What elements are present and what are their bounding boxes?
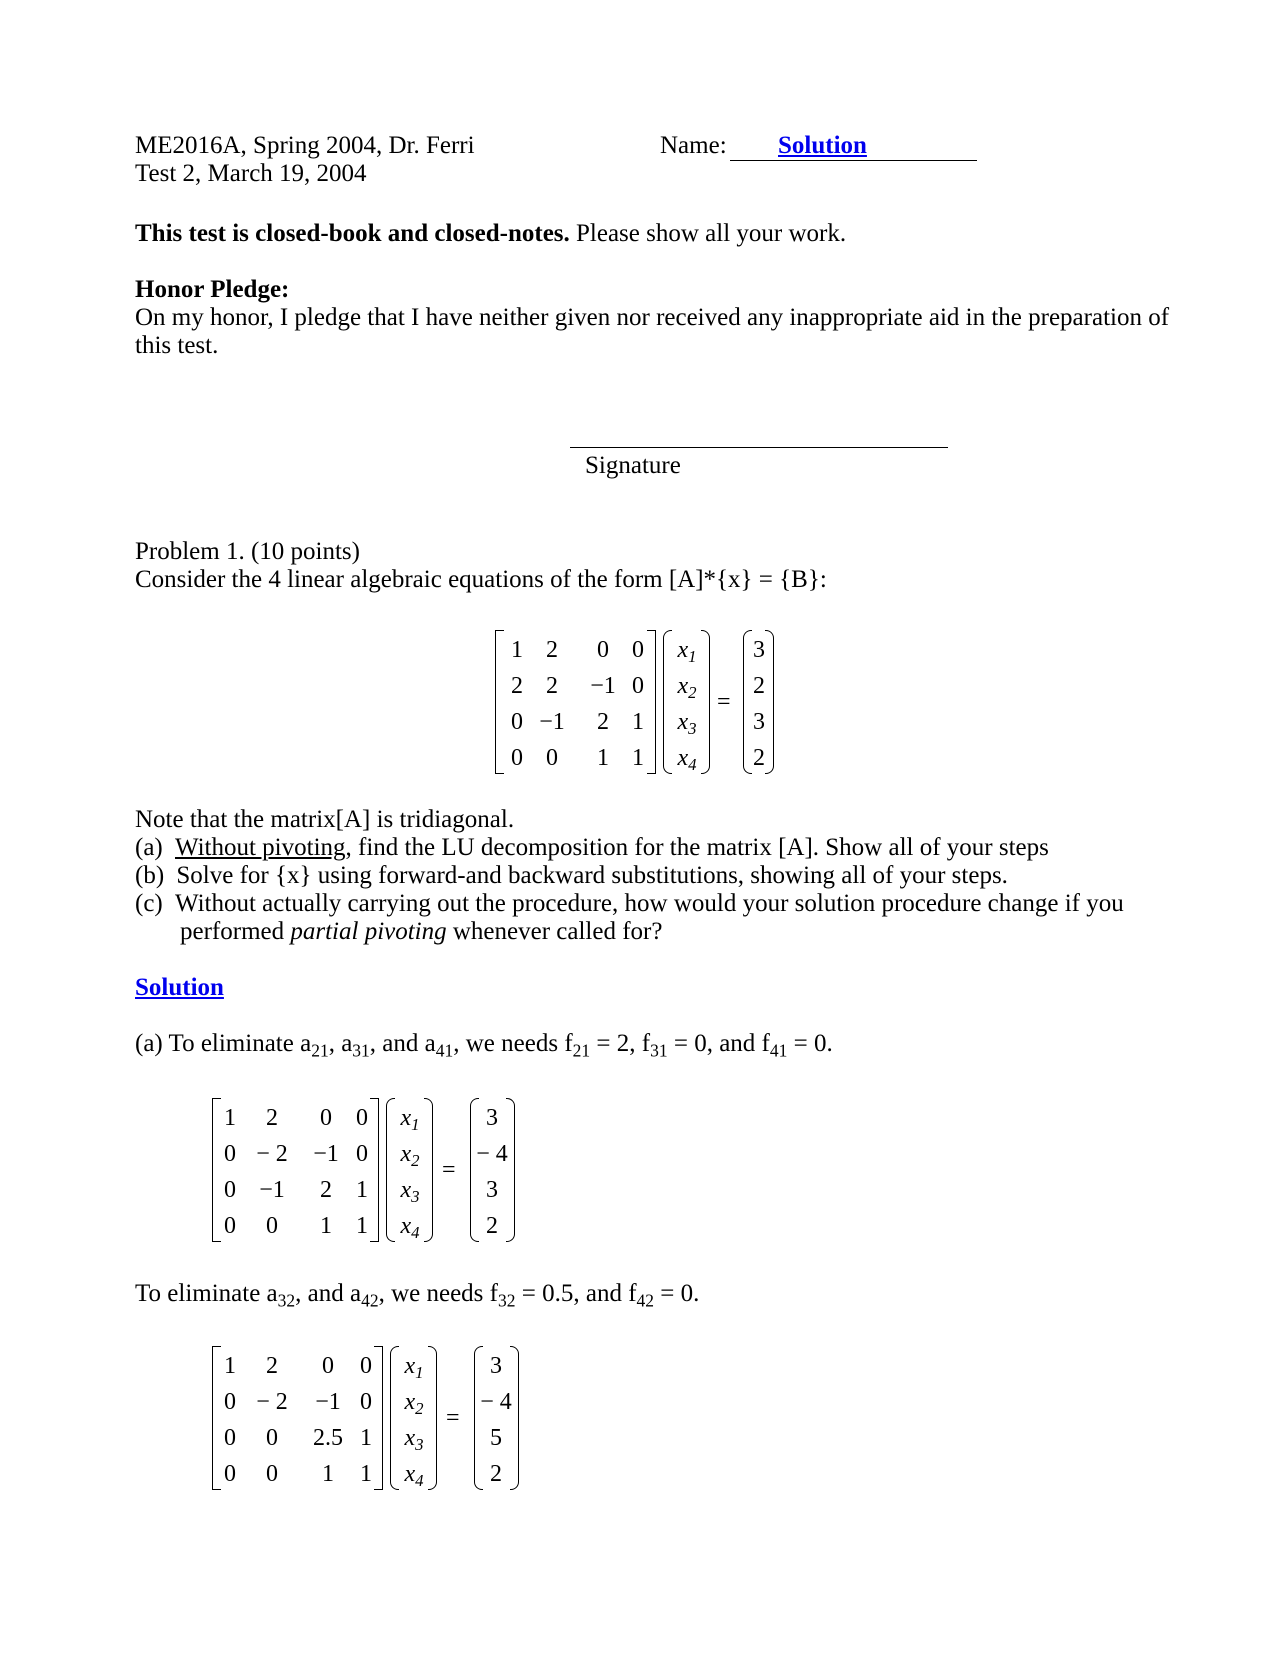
vector-b-cell: 2	[486, 1213, 498, 1239]
part-a-label: (a)	[135, 834, 163, 861]
vector-x-cell: $x_4$	[404, 1461, 424, 1491]
signature-line	[570, 447, 948, 448]
matrix-cell: 2	[546, 673, 558, 699]
vector-b-cell: 3	[753, 709, 765, 735]
name-solution-link[interactable]: Solution	[778, 132, 867, 159]
matrix-cell: 0	[266, 1213, 278, 1239]
vector-x-cell: $x_2$	[677, 673, 697, 703]
vector-x-right-brace	[428, 1346, 437, 1490]
vector-b-cell: 2	[753, 745, 765, 771]
vector-b-cell: 3	[490, 1353, 502, 1379]
solution-heading-link[interactable]: Solution	[135, 974, 224, 1001]
honor-line-1: On my honor, I pledge that I have neither given nor received any inappropriate aid in the preparation of	[135, 304, 1170, 331]
note-tridiagonal: Note that the matrix[A] is tridiagonal.	[135, 806, 515, 833]
part-a-underlined: Without pivoting	[175, 834, 346, 861]
matrix-cell: 0	[356, 1105, 368, 1131]
problem-title: Problem 1. (10 points)	[135, 538, 360, 565]
matrix-cell: 2	[266, 1105, 278, 1131]
matrix-cell: −1	[313, 1141, 339, 1167]
matrix-cell: 2	[597, 709, 609, 735]
vector-x-cell: $x_4$	[400, 1213, 420, 1243]
matrix-cell: 0	[511, 745, 523, 771]
vector-x-cell: $x_1$	[677, 637, 697, 667]
part-c-continued	[180, 918, 662, 946]
step-text: = 0.5, and f	[515, 1280, 637, 1307]
subscript: 32	[277, 1290, 296, 1311]
subscript: 42	[636, 1290, 655, 1311]
matrix-equation-1	[495, 630, 795, 775]
matrix-a-left-bracket	[495, 630, 504, 774]
step-text: , we needs f	[453, 1030, 573, 1057]
part-c-label: (c)	[135, 890, 163, 917]
subscript: 41	[769, 1040, 788, 1061]
matrix-a-right-bracket	[374, 1346, 383, 1490]
vector-x-right-brace	[701, 630, 710, 774]
matrix-cell: 2	[320, 1177, 332, 1203]
matrix-cell: 1	[224, 1105, 236, 1131]
part-b	[135, 862, 1008, 890]
vector-b-cell: − 4	[480, 1389, 512, 1415]
vector-x-cell: $x_1$	[404, 1353, 424, 1383]
matrix-cell: −1	[259, 1177, 285, 1203]
equals-sign: =	[442, 1157, 456, 1183]
matrix-cell: 0	[224, 1213, 236, 1239]
matrix-cell: 1	[224, 1353, 236, 1379]
matrix-cell: −1	[539, 709, 565, 735]
subscript: 31	[352, 1040, 370, 1061]
vector-b-right-brace	[506, 1098, 515, 1242]
matrix-cell: 0	[632, 673, 644, 699]
vector-x-cell: $x_2$	[404, 1389, 424, 1419]
matrix-cell: 0	[266, 1425, 278, 1451]
matrix-cell: 1	[320, 1213, 332, 1239]
instructions	[135, 220, 846, 248]
vector-x-cell: $x_4$	[677, 745, 697, 775]
step-text: = 0.	[654, 1280, 700, 1307]
matrix-cell: 0	[632, 637, 644, 663]
vector-x-cell: $x_3$	[400, 1177, 420, 1207]
matrix-cell: 2.5	[313, 1425, 343, 1451]
name-label: Name:	[660, 132, 727, 159]
step-text: = 2, f	[590, 1030, 651, 1057]
matrix-cell: 0	[511, 709, 523, 735]
matrix-a-right-bracket	[370, 1098, 379, 1242]
vector-x-cell: $x_1$	[400, 1105, 420, 1135]
equals-sign: =	[717, 689, 731, 715]
step-text: , we needs f	[378, 1280, 498, 1307]
matrix-cell: 0	[224, 1425, 236, 1451]
matrix-equation-3	[212, 1346, 532, 1491]
part-c-text2-pre: performed	[180, 918, 285, 945]
signature-label: Signature	[585, 452, 681, 479]
part-c-text2-post: whenever called for?	[452, 918, 663, 945]
matrix-cell: 0	[322, 1353, 334, 1379]
subscript: 32	[498, 1290, 516, 1311]
vector-x-right-brace	[424, 1098, 433, 1242]
matrix-cell: 0	[266, 1461, 278, 1487]
step-text: To eliminate a	[135, 1280, 278, 1307]
part-c-text: Without actually carrying out the procedure, how would your solution procedure change if you	[175, 890, 1124, 917]
vector-b-cell: 2	[490, 1461, 502, 1487]
vector-b-cell: − 4	[476, 1141, 508, 1167]
matrix-cell: 0	[597, 637, 609, 663]
vector-x-cell: $x_2$	[400, 1141, 420, 1171]
matrix-cell: −1	[315, 1389, 341, 1415]
solution-step-2	[135, 1280, 700, 1311]
matrix-cell: 0	[224, 1461, 236, 1487]
matrix-cell: 2	[511, 673, 523, 699]
part-a	[135, 834, 1049, 862]
matrix-cell: 1	[356, 1177, 368, 1203]
step-text: = 0, and f	[667, 1030, 770, 1057]
matrix-cell: 1	[511, 637, 523, 663]
part-c	[135, 890, 1124, 918]
matrix-cell: 0	[546, 745, 558, 771]
matrix-cell: 2	[266, 1353, 278, 1379]
subscript: 21	[572, 1040, 591, 1061]
vector-x-cell: $x_3$	[404, 1425, 424, 1455]
honor-title: Honor Pledge:	[135, 276, 290, 303]
matrix-a-right-bracket	[647, 630, 656, 774]
matrix-cell: 0	[224, 1141, 236, 1167]
vector-x-cell: $x_3$	[677, 709, 697, 739]
vector-b-cell: 3	[486, 1177, 498, 1203]
step-text: = 0.	[787, 1030, 833, 1057]
matrix-cell: 1	[360, 1425, 372, 1451]
matrix-cell: − 2	[256, 1141, 288, 1167]
equals-sign: =	[446, 1405, 460, 1431]
vector-b-cell: 3	[486, 1105, 498, 1131]
step-text: , and a	[369, 1030, 436, 1057]
matrix-cell: 0	[360, 1353, 372, 1379]
matrix-cell: 0	[224, 1389, 236, 1415]
name-underline	[730, 160, 977, 161]
instructions-bold: This test is closed-book and closed-notes.	[135, 220, 570, 247]
matrix-cell: 0	[320, 1105, 332, 1131]
matrix-cell: 0	[356, 1141, 368, 1167]
subscript: 41	[435, 1040, 454, 1061]
instructions-normal: Please show all your work.	[576, 220, 847, 247]
step-text: , and a	[295, 1280, 362, 1307]
part-c-text2-italic: partial pivoting	[290, 918, 447, 945]
step-text: (a) To eliminate a	[135, 1030, 312, 1057]
vector-b-cell: 2	[753, 673, 765, 699]
matrix-cell: − 2	[256, 1389, 288, 1415]
matrix-cell: 1	[360, 1461, 372, 1487]
vector-b-cell: 3	[753, 637, 765, 663]
test-info: Test 2, March 19, 2004	[135, 160, 367, 187]
matrix-cell: 2	[546, 637, 558, 663]
step-text: , a	[328, 1030, 353, 1057]
matrix-cell: 0	[360, 1389, 372, 1415]
solution-step-1	[135, 1030, 833, 1061]
matrix-equation-2	[212, 1098, 532, 1243]
part-a-rest: , find the LU decomposition for the matrix [A]. Show all of your steps	[345, 834, 1049, 861]
matrix-cell: −1	[590, 673, 616, 699]
part-b-label: (b)	[135, 862, 165, 889]
course-info: ME2016A, Spring 2004, Dr. Ferri	[135, 132, 475, 159]
vector-b-right-brace	[510, 1346, 519, 1490]
subscript: 31	[650, 1040, 668, 1061]
matrix-cell: 1	[632, 745, 644, 771]
vector-b-right-brace	[765, 630, 774, 774]
problem-intro: Consider the 4 linear algebraic equations of the form [A]*{x} = {B}:	[135, 566, 827, 593]
part-b-text: Solve for {x} using forward-and backward substitutions, showing all of your steps.	[176, 862, 1008, 889]
vector-b-cell: 5	[490, 1425, 502, 1451]
subscript: 42	[361, 1290, 379, 1311]
matrix-cell: 1	[322, 1461, 334, 1487]
matrix-cell: 1	[632, 709, 644, 735]
honor-line-2: this test.	[135, 332, 219, 359]
matrix-cell: 0	[224, 1177, 236, 1203]
matrix-cell: 1	[597, 745, 609, 771]
matrix-cell: 1	[356, 1213, 368, 1239]
subscript: 21	[311, 1040, 329, 1061]
